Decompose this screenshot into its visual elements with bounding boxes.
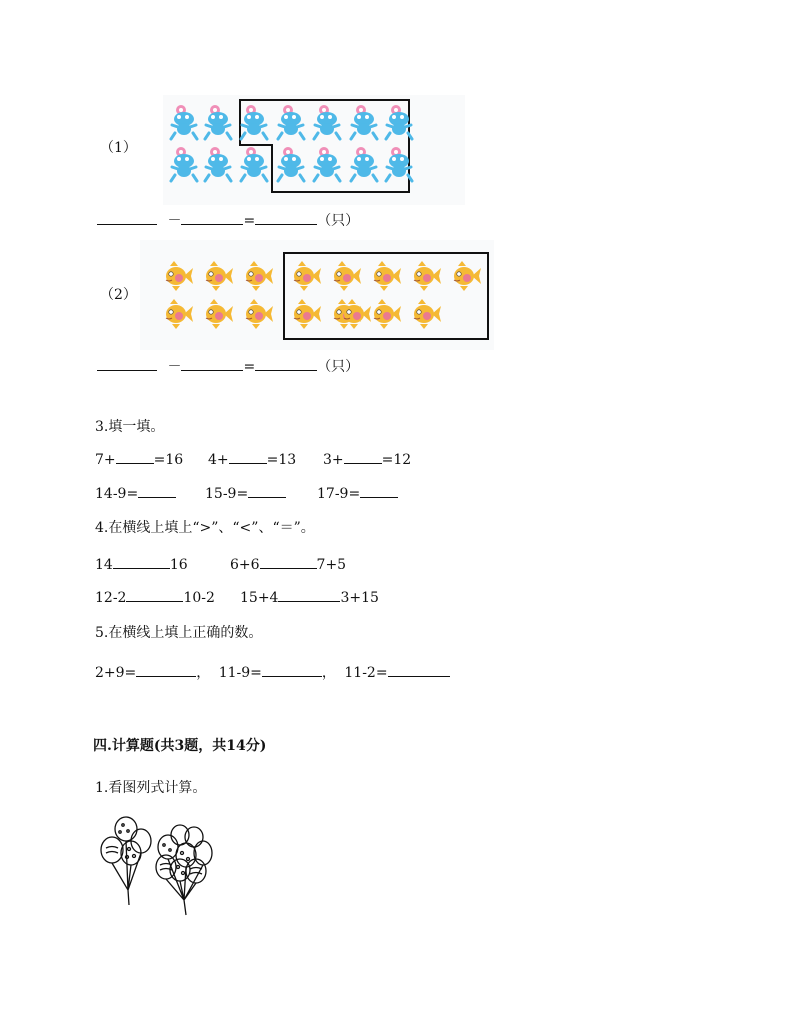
frog-icon — [384, 103, 414, 133]
goldfish-icon — [240, 260, 270, 290]
goldfish-icon — [160, 260, 190, 290]
blank[interactable] — [136, 663, 196, 677]
goldfish-icon — [288, 260, 318, 290]
expr-text: 16 — [169, 557, 188, 573]
unit-label: （只） — [317, 213, 360, 229]
expr-text: 12-2 — [95, 590, 127, 606]
blank[interactable] — [278, 588, 340, 602]
blank[interactable] — [255, 211, 317, 225]
goldfish-icon — [328, 260, 358, 290]
question-2-equation — [97, 356, 359, 376]
minus-sign: － — [167, 213, 182, 229]
blank[interactable] — [181, 211, 243, 225]
expr-text: 6+6 — [230, 557, 260, 573]
expr-text: =12 — [381, 452, 412, 468]
expr-text: =13 — [266, 452, 297, 468]
part-4-question-1: 1.看图列式计算。 — [95, 780, 207, 796]
goldfish-icon — [368, 298, 398, 328]
blank[interactable] — [97, 211, 157, 225]
frog-icon — [169, 103, 199, 133]
expr-text: 10-2 — [183, 590, 215, 606]
question-2-label: （2） — [100, 287, 137, 303]
question-1-equation — [97, 210, 359, 230]
blank[interactable] — [113, 555, 170, 569]
goldfish-icon — [368, 260, 398, 290]
frog-icon — [239, 145, 269, 175]
expr-text: 14 — [95, 557, 113, 573]
section-3-row-1b — [208, 450, 296, 468]
blank[interactable] — [255, 357, 317, 371]
expr-text: 3+15 — [340, 590, 379, 606]
expr-text: 7+5 — [316, 557, 347, 573]
expr-text: 11-2= — [344, 665, 388, 681]
section-3-row-2c — [317, 484, 398, 502]
expr-text: 17-9= — [317, 486, 361, 502]
blank[interactable] — [229, 450, 267, 464]
part-4-heading: 四.计算题(共3题，共14分) — [93, 738, 267, 754]
section-4-row-1 — [95, 555, 188, 573]
expr-text: 11-9= — [218, 665, 262, 681]
expr-text: 15+4 — [240, 590, 279, 606]
blank[interactable] — [126, 588, 183, 602]
frog-icon — [276, 103, 306, 133]
section-3-row-2 — [95, 484, 176, 502]
goldfish-icon — [408, 260, 438, 290]
expr-text: =16 — [153, 452, 184, 468]
blank[interactable] — [260, 555, 317, 569]
section-4-title: 4.在横线上填上“>”、“<”、“＝”。 — [95, 520, 315, 536]
minus-sign: － — [167, 359, 182, 375]
balloons-icon — [98, 815, 218, 920]
frog-icon — [312, 103, 342, 133]
frog-icon — [349, 103, 379, 133]
goldfish-icon — [408, 298, 438, 328]
expr-text: 2+9= — [95, 665, 137, 681]
expr-text: 4+ — [208, 452, 229, 468]
expr-text: 14-9= — [95, 486, 139, 502]
expr-text: 3+ — [323, 452, 344, 468]
frog-icon — [203, 145, 233, 175]
blank[interactable] — [262, 663, 322, 677]
blank[interactable] — [344, 450, 382, 464]
blank[interactable] — [360, 484, 398, 498]
unit-label: （只） — [317, 359, 360, 375]
frog-picture — [163, 95, 465, 205]
section-5-row — [95, 662, 450, 682]
blank[interactable] — [116, 450, 154, 464]
section-5-title: 5.在横线上填上正确的数。 — [95, 625, 263, 641]
question-1-label: （1） — [100, 140, 137, 156]
section-4-row-1b — [230, 555, 346, 573]
blank[interactable] — [388, 663, 450, 677]
frog-icon — [169, 145, 199, 175]
goldfish-icon — [448, 260, 478, 290]
frog-icon — [349, 145, 379, 175]
equals-sign: = — [243, 213, 256, 229]
blank[interactable] — [97, 357, 157, 371]
goldfish-icon — [288, 298, 318, 328]
frog-icon — [239, 103, 269, 133]
section-4-row-2 — [95, 588, 215, 606]
frog-icon — [203, 103, 233, 133]
goldfish-picture — [140, 240, 494, 350]
goldfish-icon — [200, 260, 230, 290]
goldfish-icon — [160, 298, 190, 328]
blank[interactable] — [181, 357, 243, 371]
equals-sign: = — [243, 359, 256, 375]
frog-icon — [384, 145, 414, 175]
section-4-row-2b — [240, 588, 379, 606]
section-3-row-2b — [205, 484, 286, 502]
frog-icon — [312, 145, 342, 175]
section-3-row-1c — [323, 450, 411, 468]
expr-text: 15-9= — [205, 486, 249, 502]
blank[interactable] — [248, 484, 286, 498]
goldfish-icon — [200, 298, 230, 328]
separator: ， — [196, 665, 211, 681]
section-3-row-1 — [95, 450, 183, 468]
section-3-title: 3.填一填。 — [95, 419, 165, 435]
goldfish-icon — [338, 298, 368, 328]
blank[interactable] — [138, 484, 176, 498]
expr-text: 7+ — [95, 452, 116, 468]
frog-icon — [276, 145, 306, 175]
separator: ， — [321, 665, 336, 681]
goldfish-icon — [240, 298, 270, 328]
